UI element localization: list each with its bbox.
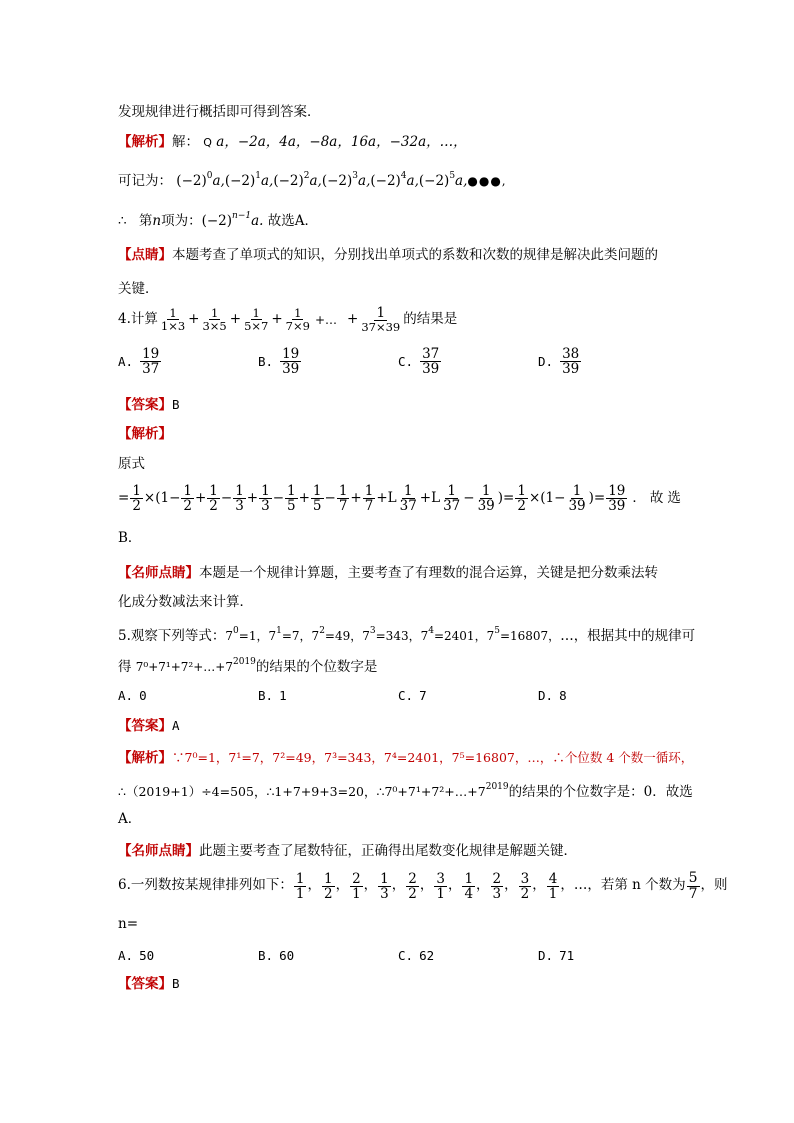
sequence-text: a，−2a，4a，−8a，16a，−32a，…， [216,134,467,150]
answer-tag: 【答案】 [118,397,172,413]
sol-fraction-num: 1 [312,483,322,499]
sol-fraction-num: 1 [209,483,218,499]
power-exponent: 5 [494,626,500,636]
option-text: 62 [419,948,435,963]
q4-fraction-num: 1 [210,306,219,321]
sequence-fraction-num: 2 [352,870,361,887]
power-exponent: 2 [319,626,325,636]
q5-analysis-line [118,752,693,766]
option-d [538,948,574,963]
option-a [118,347,162,376]
sol-half: $\frac{1}{2}$ [132,483,141,515]
q4-answer-line [118,399,180,413]
comma: ， [307,877,321,894]
option-letter: A. [118,354,134,370]
q4-fraction [284,307,312,332]
q5-sum-expr: 7⁰+7¹+7²+…+7 [135,660,233,674]
therefore-symbol: ∴ [118,213,127,229]
sequence-fraction [378,872,391,901]
option-d [538,688,567,703]
analysis-tag: 【解析】 [118,134,172,150]
power-base: (−2) [418,173,450,189]
sol-operator: +L [376,489,397,506]
power-base: (−2) [321,173,353,189]
option-c [398,948,434,963]
sol-choice: B． [118,530,142,546]
sol-times-open: ×(1− [143,489,181,506]
q6-answer-line [118,978,180,992]
comma: ， [476,877,490,894]
option-letter: B. [258,354,274,370]
q5-answer-line [118,720,180,734]
q4-mingshi-line [118,567,658,581]
sol-fraction-den: 37 [399,498,417,515]
option-letter: D. [538,354,554,370]
q5-analysis-2-exp: 2019 [485,782,509,792]
option-letter: D. [538,948,554,963]
comma: ， [391,877,406,894]
comma: ， [335,877,350,894]
q4-stem [118,306,457,333]
power-value: =7， [281,629,312,643]
option-a [118,948,154,963]
q6-stem-2: n= [118,916,139,932]
q4-fraction-den: 7×9 [285,319,310,334]
sequence-fraction-num: 2 [408,870,417,887]
q5-stem [118,627,695,644]
option-text: 1 [279,688,287,703]
power-exponent: 4 [400,171,407,181]
sequence-fraction-den: 3 [380,885,389,902]
power-exponent: 0 [233,626,239,636]
sequence-fraction-den: 2 [520,885,530,902]
answer-tag: 【答案】 [118,976,172,992]
mingshi-text: 本题是一个规律计算题，主要考查了有理数的混合运算，关键是把分数乘法转 [199,565,658,581]
sol-close-2: )= [588,489,606,506]
mingshi-text: 此题主要考查了尾数特征，正确得出尾数变化规律是解题关键． [199,843,577,859]
option-text: 50 [139,948,155,963]
option-letter: B. [258,688,274,703]
dots-symbol: ●●●, [467,174,507,188]
option-fraction-den: 39 [422,361,440,378]
q4-label: 4.计算 [118,310,158,327]
comma: ， [504,877,518,894]
sol-fraction [259,484,272,513]
sequence-fraction-den: 1 [436,885,445,902]
sequence-fraction [462,872,475,901]
option-fraction-num: 19 [142,346,160,362]
q5-analysis-2a: ∴（2019+1）÷4=505，∴1+7+9+3=20，∴7⁰+7¹+7²+…+7 [118,784,486,799]
option-letter: C. [398,948,414,963]
power-value: =16807， [499,629,561,643]
power-exponent: 3 [369,626,376,636]
option-text: 8 [559,688,567,703]
sol-fraction [207,484,220,513]
sequence-fraction-num: 3 [520,870,530,887]
sequence-fraction [547,872,560,901]
option-fraction-den: 39 [282,361,300,378]
comma: ， [447,877,462,894]
mingshi-tag: 【名师点睛】 [118,565,199,581]
option-fraction-num: 38 [562,346,580,362]
sequence-fraction-num: 1 [464,870,474,887]
sol-fraction-num: 1 [364,483,374,499]
q4-fraction [200,307,228,332]
sequence-fraction-den: 1 [352,885,361,902]
sequence-fraction [406,872,419,901]
sequence-fraction-den: 2 [408,885,417,902]
q4-fraction-num: 1 [294,306,302,321]
sequence-fraction-num: 2 [492,870,502,887]
nth-prefix: 第 [138,213,153,229]
option-a [118,688,147,703]
sol-fraction-den: 2 [209,498,218,515]
power-value: =2401， [433,629,487,643]
sol-fraction-num: 1 [403,483,413,499]
option-fraction-den: 39 [562,361,580,378]
sol-operator: − [463,489,475,506]
sequence-fraction-den: 4 [464,885,474,902]
nth-exponent: n−1 [232,211,252,221]
option-b [258,948,294,963]
q4-fraction-num: 1 [252,306,260,321]
option-fraction-num: 37 [422,346,440,362]
sequence-fraction-num: 4 [548,870,558,887]
sol-fraction [476,484,497,513]
power-base: (−2) [370,173,401,189]
power-exponent: 3 [352,171,359,181]
q6-stem-mid: ，…，若第 n 个数为 [560,877,686,894]
q3-write-as-line [118,172,507,189]
sol-fraction-num: 1 [287,483,296,499]
sol-telescoping-terms [180,484,497,513]
sol-fraction-num: 1 [447,483,456,499]
sol-end: ．故选 [632,489,685,506]
q4-yuanshi: 原式 [118,456,145,472]
sol-fraction-den: 5 [287,498,296,515]
sequence-fraction-num: 3 [436,870,445,887]
solution-prefix: 解： [172,134,199,150]
q4-last-fraction: $\frac{1}{37\times 39}$ [361,305,401,335]
q4-last-plus: + [347,310,359,327]
q3-nth-term-line [118,212,318,229]
q3-dianjing-line [118,249,658,263]
dianjing-text: 本题考查了单项式的知识，分别找出单项式的系数和次数的规律是解决此类问题的 [172,247,658,263]
answer-value: A [172,718,180,733]
q5-stem-post: …，根据其中的规律可 [560,628,696,644]
q5-analysis-text: ∵7⁰=1，7¹=7，7²=49，7³=343，7⁴=2401，7⁵=16807，…，∴个位数 4 个数一循环， [172,750,694,765]
q4-fraction [242,307,270,332]
mingshi-tag: 【名师点睛】 [118,843,199,859]
comma: ， [419,877,434,894]
power-base: 7 [311,629,320,643]
dianjing-tag: 【点睛】 [118,247,172,263]
nth-base: (−2) [201,213,233,229]
sequence-fraction [322,872,335,901]
power-tail: a, [358,173,371,189]
plus-sign: + [271,310,283,327]
sequence-fraction [294,872,307,901]
power-value: =343， [375,629,421,643]
option-d [538,347,582,376]
sol-operator: − [272,489,285,506]
write-as-label: 可记为： [118,173,172,189]
q6-fraction-list [293,872,560,901]
sol-fraction-den: 39 [477,498,495,515]
option-letter: C. [398,688,414,703]
option-letter: A. [118,688,134,703]
because-symbol: Q [203,136,212,149]
sol-result: $\frac{19}{39}$ [608,483,626,515]
option-c [398,347,442,376]
power-base: (−2) [224,173,256,189]
option-fraction-num: 19 [282,346,300,362]
sol-close: )= [497,489,515,506]
power-exponent: 1 [255,171,261,181]
intro-text: 发现规律进行概括即可得到答案． [118,104,321,120]
sol-fraction-den: 37 [443,498,461,515]
sequence-fraction-num: 1 [295,870,305,887]
q5-analysis-line-2 [118,783,693,800]
power-exponent: 0 [206,171,213,181]
option-fraction [140,347,161,376]
option-letter: C. [398,354,414,370]
option-text: 0 [139,688,147,703]
power-base: (−2) [273,173,304,189]
sol-operator: − [220,489,233,506]
q6-target-fraction: $\frac{5}{7}$ [688,870,698,902]
sol-fraction-num: 1 [235,483,244,499]
sequence-fraction-den: 2 [323,885,333,902]
sol-fraction [233,484,246,513]
comma: ， [363,877,378,894]
sol-operator: +L [419,489,441,506]
power-exponent: 4 [428,626,434,636]
power-exponent: 1 [276,626,282,636]
sol-fraction-num: 1 [183,483,192,499]
power-tail: a, [212,173,225,189]
q6-stem [118,871,728,901]
power-value: =1， [238,629,269,643]
sol-fraction [441,484,462,513]
nth-variable: n [152,213,162,229]
power-term-list [176,173,467,189]
option-fraction [420,347,441,376]
option-b [258,688,287,703]
q5-power-list [225,626,561,643]
sol-operator: − [324,489,336,506]
power-exponent: 2 [303,171,310,181]
sol-fraction [285,484,298,513]
choose-text: 故选A． [267,213,318,229]
option-text: 7 [419,688,427,703]
q4-fraction-den: 5×7 [244,319,269,334]
sol-fraction [398,484,419,513]
option-text: 60 [279,948,295,963]
sol-fraction-den: 7 [364,498,374,515]
sol-operator: + [194,489,207,506]
sol-times-open-2: ×(1− [528,489,566,506]
q5-stem2-post: 的结果的个位数字是 [255,659,378,675]
sol-fraction-den: 2 [183,498,192,515]
power-base: 7 [362,629,370,643]
option-fraction-den: 37 [142,361,160,378]
q5-analysis-line-3: A． [118,811,142,827]
sol-fraction [363,484,376,513]
sol-operator: + [246,489,259,506]
power-tail: a, [260,173,274,189]
sequence-fraction-den: 3 [492,885,502,902]
option-fraction [560,347,581,376]
power-exponent: 5 [449,171,456,181]
nth-tail: a. [251,213,264,229]
comma: ， [532,877,546,894]
power-base: (−2) [176,173,207,189]
q4-fraction-num: 1 [169,306,177,321]
sol-fraction-num: 1 [338,483,348,499]
option-letter: D. [538,688,554,703]
q6-stem-pre: 6.一列数按某规律排列如下： [118,877,293,894]
q5-stem-2 [118,658,377,675]
q6-stem-post: ，则 [700,877,728,894]
q3-analysis-line [118,136,467,150]
sequence-fraction [519,872,532,901]
q4-fraction [159,307,187,332]
power-value: =49， [324,629,363,643]
mingshi-text-cont: 化成分数减法来计算． [118,594,253,610]
sequence-fraction [434,872,447,901]
power-base: 7 [268,629,277,643]
answer-value: B [172,976,180,991]
answer-tag: 【答案】 [118,718,172,734]
sol-fraction [311,484,324,513]
option-b [258,347,302,376]
sol-operator: + [298,489,310,506]
sequence-fraction-den: 1 [295,885,305,902]
sol-operator: + [350,489,362,506]
sol-fraction [181,484,194,513]
sol-fraction [337,484,350,513]
sol-fraction-den: 5 [312,498,322,515]
option-letter: A. [118,948,134,963]
sol-f39: $\frac{1}{39}$ [568,483,586,515]
power-base: 7 [420,629,429,643]
power-base: 7 [486,629,495,643]
analysis-tag: 【解析】 [118,750,172,766]
option-c [398,688,427,703]
sol-fraction-num: 1 [481,483,491,499]
q5-stem2-pre: 得 [118,659,132,675]
sol-half-2: $\frac{1}{2}$ [517,483,526,515]
power-tail: a, [455,173,468,189]
q4-fraction-sum [158,307,313,332]
q5-sum-exp: 2019 [233,657,256,667]
q4-fraction-den: 1×3 [160,319,186,334]
sol-fraction-den: 7 [338,498,348,515]
sequence-fraction [491,872,504,901]
sequence-fraction-num: 1 [380,870,389,887]
q4-fraction-den: 3×5 [202,319,227,334]
sol-fraction-den: 3 [235,498,244,515]
q4-analysis-tag: 【解析】 [118,426,172,442]
sol-fraction-num: 1 [261,483,270,499]
plus-sign: + [188,310,200,327]
plus-sign: + [229,310,242,327]
sol-eq: = [118,489,130,506]
q4-ellipsis: +… [314,312,338,327]
sequence-fraction-num: 1 [323,870,333,887]
answer-value: B [172,397,180,412]
q5-analysis-2b: 的结果的个位数字是：0．故选 [508,784,693,800]
q5-stem-pre: 5.观察下列等式： [118,628,226,644]
q4-suffix: 的结果是 [403,310,458,327]
q5-mingshi-line [118,845,577,859]
power-tail: a, [309,173,322,189]
power-tail: a, [406,173,419,189]
power-base: 7 [225,629,234,643]
sol-fraction-den: 3 [261,498,270,515]
dianjing-text-cont: 关键． [118,281,159,297]
option-text: 71 [559,948,575,963]
q4-solution-line [118,484,685,513]
nth-mid: 项为： [161,213,202,229]
sequence-fraction [350,872,363,901]
option-letter: B. [258,948,274,963]
sequence-fraction-den: 1 [548,885,558,902]
option-fraction [280,347,301,376]
